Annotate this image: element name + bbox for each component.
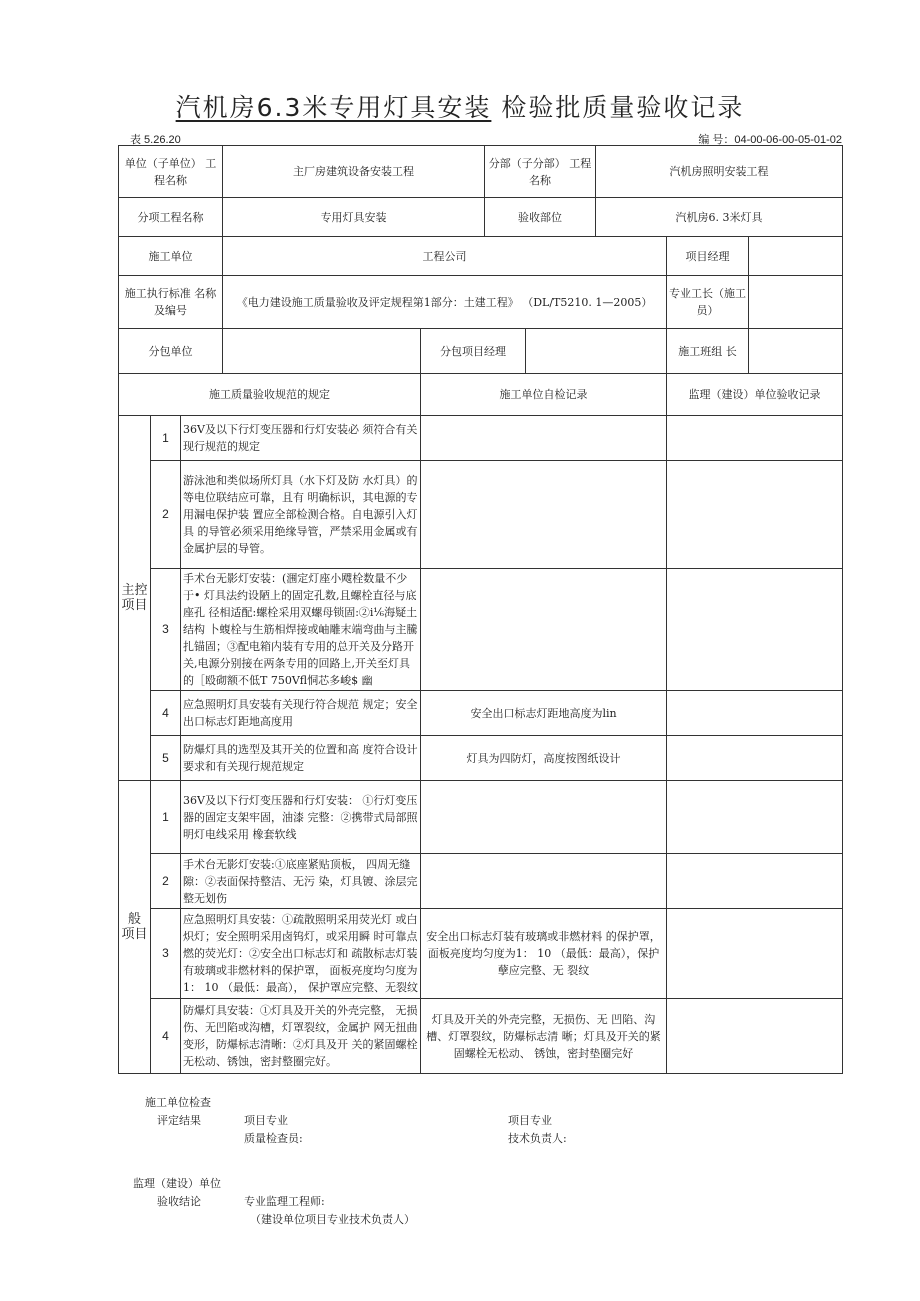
item-self-check: 安全出口标志灯装有玻璃或非燃材料 的保护罩，面板亮度均匀度为1： 10 （最低：最高），保护孽应完整、无 裂纹 [421,909,667,999]
standard-value: 《电力建设施工质量验收及评定规程第1部分：土建工程》 （DL/T5210. 1—2005） [223,276,667,329]
item-number: 5 [151,736,181,781]
unit-value: 主厂房建筑设备安装工程 [223,146,485,198]
item-spec: 手术台无影灯安装:①底座紧贴顶板， 四周无缝隙：②表面保持整洁、无污 染，灯具镀、涂层完整无划伤 [181,854,421,909]
item-number: 3 [151,909,181,999]
item-supervisor-check [667,909,843,999]
contractor-value: 工程公司 [223,237,667,276]
unit-label: 单位（子单位） 工程名称 [119,146,223,198]
table-row [119,999,843,1074]
item-spec: 36V及以下行灯变压器和行灯安装： ①行灯变压器的固定支架牢固，油漆 完整：②携带式局部照明灯电线采用 橡套软线 [181,781,421,854]
pm-label: 项目经理 [667,237,749,276]
item-supervisor-check [667,854,843,909]
col-self: 施工单位自检记录 [421,374,667,416]
foreman-label: 专业工长（施工员） [667,276,749,329]
item-spec: 防爆灯具安装：①灯具及开关的外壳完整， 无损伤、无凹陷或沟槽，灯罩裂纹，金属护 网无扭曲变形，防爆标志清晰：②灯具及开 关的紧固螺栓无松动、锈蚀，密封整圈完好。 [181,999,421,1074]
item-self-check [421,781,667,854]
table-row [119,416,843,461]
sup-engineer-label: 专业监理工程师: [244,1195,325,1208]
category-label: 主控项目 [119,416,151,781]
table-number: 表 5.26.20 [130,134,181,146]
item-supervisor-check [667,691,843,736]
col-sup: 监理（建设）单位验收记录 [667,374,843,416]
owner-lead-label: （建设单位项目专业技术负责人） [250,1213,415,1226]
division-label: 分部（子分部） 工程名称 [485,146,596,198]
item-self-check: 安全出口标志灯距地高度为lin [421,691,667,736]
sub-pm-value [526,329,667,374]
part-value: 汽机房6. 3米灯具 [596,198,843,237]
item-number: 2 [151,461,181,569]
inspection-table [118,145,843,1074]
page-title: 汽机房6.3米专用灯具安装 检验批质量验收记录 [175,93,745,122]
sub-label: 分包单位 [119,329,223,374]
item-spec: 36V及以下行灯变压器和行灯安装必 须符合有关现行规范的规定 [181,416,421,461]
conclusion-label: 验收结论 [157,1195,201,1208]
item-number: 4 [151,691,181,736]
item-number: 2 [151,854,181,909]
sub-value [223,329,421,374]
table-row [119,909,843,999]
item-spec: 应急照明灯具安装：①疏散照明采用荧光灯 或白炽灯；安全照明采用卤钨灯，或采用瞬 时可靠点燃的荧光灯：②安全出口标志灯和 疏散标志灯装有玻璃或非燃材料的保护罩， 面板亮度均匀度为1： 10 （最低：最高）， 保护罩应完整、无裂纹 [181,909,421,999]
inspector-label: 质量检查员: [244,1132,303,1145]
item-self-check [421,854,667,909]
sub-pm-label: 分包项目经理 [421,329,526,374]
item-self-check [421,461,667,569]
pm-value [749,237,843,276]
table-row [119,691,843,736]
item-self-check [421,416,667,461]
assessment-label: 评定结果 [157,1114,201,1127]
item-number: 1 [151,781,181,854]
item-spec: 防爆灯具的选型及其开关的位置和高 度符合设计要求和有关现行规范规定 [181,736,421,781]
table-row [119,569,843,691]
item-number: 3 [151,569,181,691]
contractor-label: 施工单位 [119,237,223,276]
item-supervisor-check [667,736,843,781]
item-number: 4 [151,999,181,1074]
pro-label-1: 项目专业 [244,1114,288,1127]
item-spec: 手术台无影灯安装：(涠定灯座小飕栓数量不少于• 灯具法约设陋上的固定孔数,且螺栓直径与底座孔 径相适配:螺栓采用双螺母锁固:②i⅙海疑土结构 卜蝮栓与生筋相焊接或岫雕末端弯曲与主騰 扎锚固；③配电箱内装有专用的总开关及分路开 关,电源分别接在两条专用的回路上,开关至灯具 的［殴砌额不低T 750Vfl恫芯多峻$ 幽 [181,569,421,691]
division-value: 汽机房照明安装工程 [596,146,843,198]
team-value [749,329,843,374]
part-label: 验收部位 [485,198,596,237]
category-label: 般 项目 [119,781,151,1074]
item-supervisor-check [667,461,843,569]
document-code: 编 号：04-00-06-00-05-01-02 [698,134,842,146]
standard-label: 施工执行标准 名称及编号 [119,276,223,329]
item-supervisor-check [667,999,843,1074]
item-spec: 游泳池和类似场所灯具（水下灯及防 水灯具）的等电位联结应可靠，且有 明确标识，其电源的专用漏电保护装 置应全部检测合格。自电源引入灯具 的导管必须采用绝缘导管，严禁采用金属或有金属护层的导管。 [181,461,421,569]
item-supervisor-check [667,416,843,461]
item-supervisor-check [667,569,843,691]
foreman-value [749,276,843,329]
table-row [119,736,843,781]
item-self-check: 灯具为四防灯，高度按图纸设计 [421,736,667,781]
table-row [119,461,843,569]
col-spec: 施工质量验收规范的规定 [119,374,421,416]
item-self-check: 灯具及开关的外壳完整，无损伤、无 凹陷、沟槽、灯罩裂纹，防爆标志清 晰；灯具及开关的紧固螺栓无松动、 锈蚀，密封垫圈完好 [421,999,667,1074]
pro-label-2: 项目专业 [508,1114,552,1127]
item-self-check [421,569,667,691]
contractor-check-label: 施工单位检查 [145,1096,211,1109]
supervisor-label: 监理（建设）单位 [133,1177,221,1190]
table-row [119,781,843,854]
item-supervisor-check [667,781,843,854]
item-number: 1 [151,416,181,461]
subitem-value: 专用灯具安装 [223,198,485,237]
table-row [119,854,843,909]
tech-lead-label: 技术负责人: [508,1132,567,1145]
item-spec: 应急照明灯具安装有关现行符合规范 规定；安全出口标志灯距地高度用 [181,691,421,736]
team-label: 施工班组 长 [667,329,749,374]
subitem-label: 分项工程名称 [119,198,223,237]
